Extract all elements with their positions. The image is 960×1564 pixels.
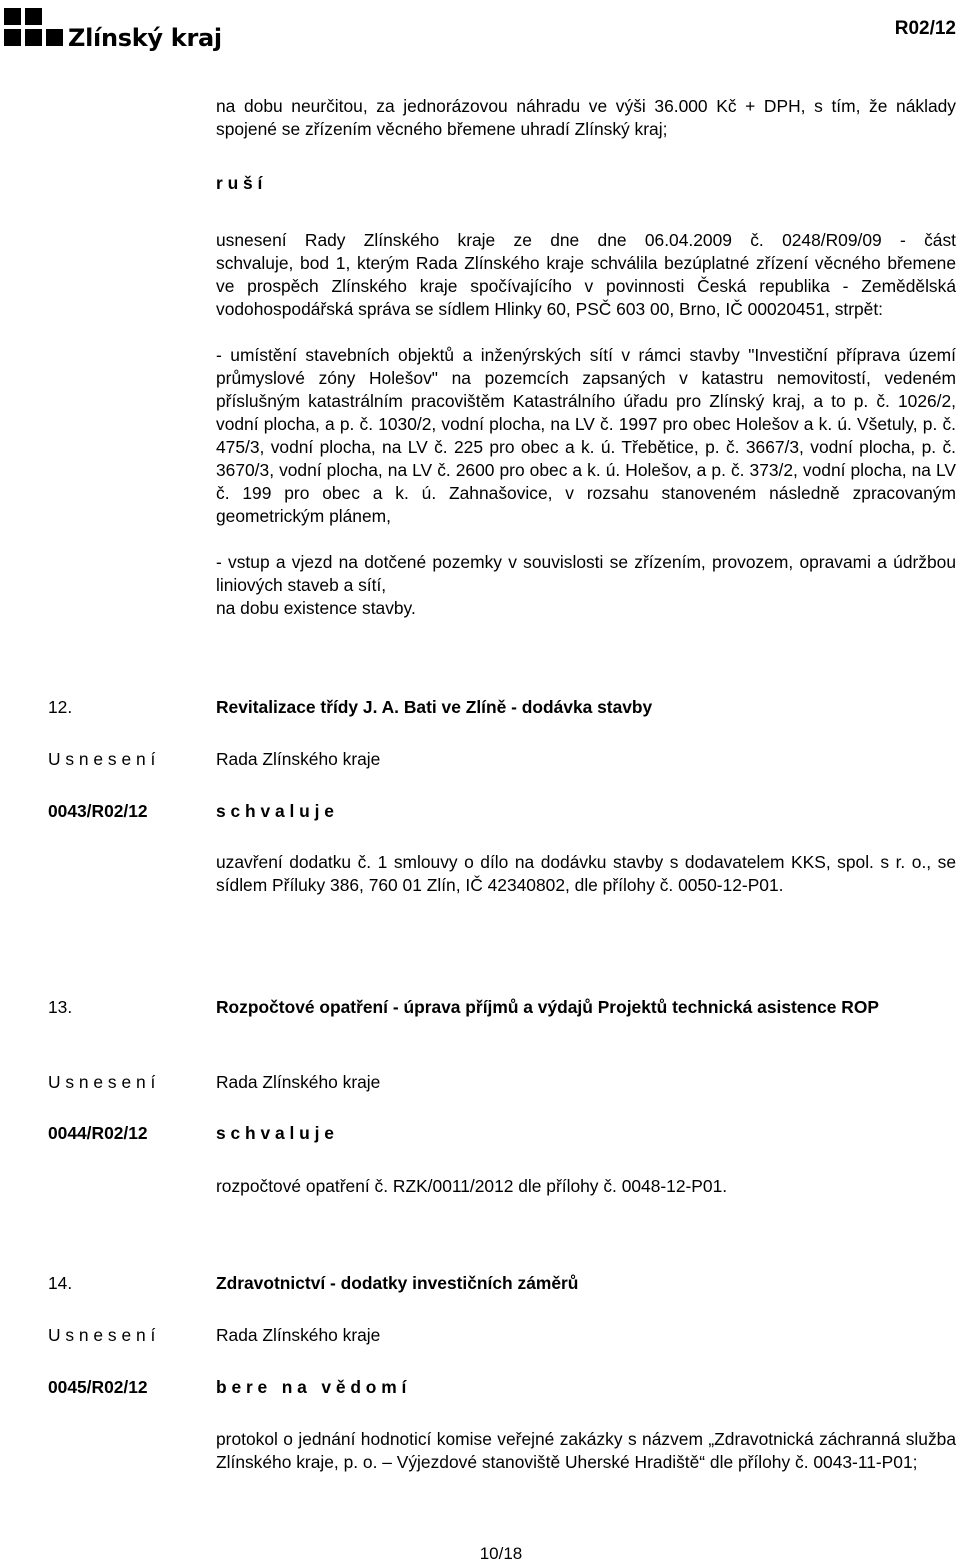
resolution-code: 0044/R02/12 [48,1123,148,1143]
page-number: 10/18 [479,1544,523,1563]
resolution-action: s c h v a l u j e [216,1123,334,1143]
usneseni-label: U s n e s e n í [48,1072,156,1092]
paragraph-resolution-ref: usnesení Rady Zlínského kraje ze dne dne 06.04.2009 č. 0248/R09/09 - část [216,230,956,250]
item-title: Revitalizace třídy J. A. Bati ve Zlíně - dodávka stavby [216,697,653,717]
item-number: 13. [48,997,73,1017]
resolution-action: b e r e n a v ě d o m í [216,1377,407,1397]
logo-text: Zlínský kraj [68,24,222,52]
item-number: 12. [48,697,73,717]
paragraph-compensation: na dobu neurčitou, za jednorázovou náhradu ve výši 36.000 Kč + DPH, s tím, že náklady spojené se zřízením věcného břemene uhradí Zlínský kraj; [216,96,956,139]
resolution-text: rozpočtové opatření č. RZK/0011/2012 dle přílohy č. 0048-12-P01. [216,1176,728,1196]
council-name: Rada Zlínského kraje [216,1325,381,1345]
item-number: 14. [48,1273,73,1293]
paragraph-duration: na dobu existence stavby. [216,598,416,618]
resolution-code: 0045/R02/12 [48,1377,148,1397]
paragraph-resolution-detail: schvaluje, bod 1, kterým Rada Zlínského kraje schválila bezúplatné zřízení věcného břemene ve prospěch Zlínského kraje spočívajícího v povinnosti Česká republika - Zemědělská vodohospodářská správa se sídlem Hlinky 60, PSČ 603 00, Brno, IČ 00020451, strpět: [216,253,956,319]
action-rusi: r u š í [216,173,263,193]
resolution-text: protokol o jednání hodnoticí komise veřejné zakázky s názvem „Zdravotnická záchranná služba Zlínského kraje, p. o. – Výjezdové stanoviště Uherské Hradiště“ dle přílohy č. 0043-11-P01; [216,1429,956,1472]
usneseni-label: U s n e s e n í [48,749,156,769]
zlinsky-kraj-logo-icon [4,8,64,52]
resolution-action: s c h v a l u j e [216,801,334,821]
item-title: Rozpočtové opatření - úprava příjmů a výdajů Projektů technická asistence ROP [216,997,879,1017]
resolution-code: 0043/R02/12 [48,801,148,821]
resolution-text: uzavření dodatku č. 1 smlouvy o dílo na dodávku stavby s dodavatelem KKS, spol. s r. o., se sídlem Příluky 386, 760 01 Zlín, IČ 42340802, dle přílohy č. 0050-12-P01. [216,852,956,895]
document-id: R02/12 [894,18,956,39]
item-title: Zdravotnictví - dodatky investičních záměrů [216,1273,579,1293]
paragraph-placement: - umístění stavebních objektů a inženýrských sítí v rámci stavby "Investiční příprava území průmyslové zóny Holešov" na pozemcích zapsaných v katastru nemovitostí, vedeném příslušným katastrálním pracovištěm Katastrálního úřadu pro Zlínský kraj, a to p. č. 1026/2, vodní plocha, a p. č. 1030/2, vodní plocha, na LV č. 1997 pro obec Holešov a k. ú. Všetuly, p. č. 475/3, vodní plocha, na LV č. 225 pro obec a k. ú. Třebětice, p. č. 3667/3, vodní plocha, p. č. 3670/3, vodní plocha, na LV č. 2600 pro obec a k. ú. Holešov, a p. č. 373/2, vodní plocha, na LV č. 199 pro obec a k. ú. Zahnašovice, v rozsahu stanoveném následně zpracovaným geometrickým plánem, [216,345,956,526]
council-name: Rada Zlínského kraje [216,1072,381,1092]
council-name: Rada Zlínského kraje [216,749,381,769]
paragraph-access: - vstup a vjezd na dotčené pozemky v souvislosti se zřízením, provozem, opravami a údržbou liniových staveb a sítí, [216,552,956,595]
usneseni-label: U s n e s e n í [48,1325,156,1345]
